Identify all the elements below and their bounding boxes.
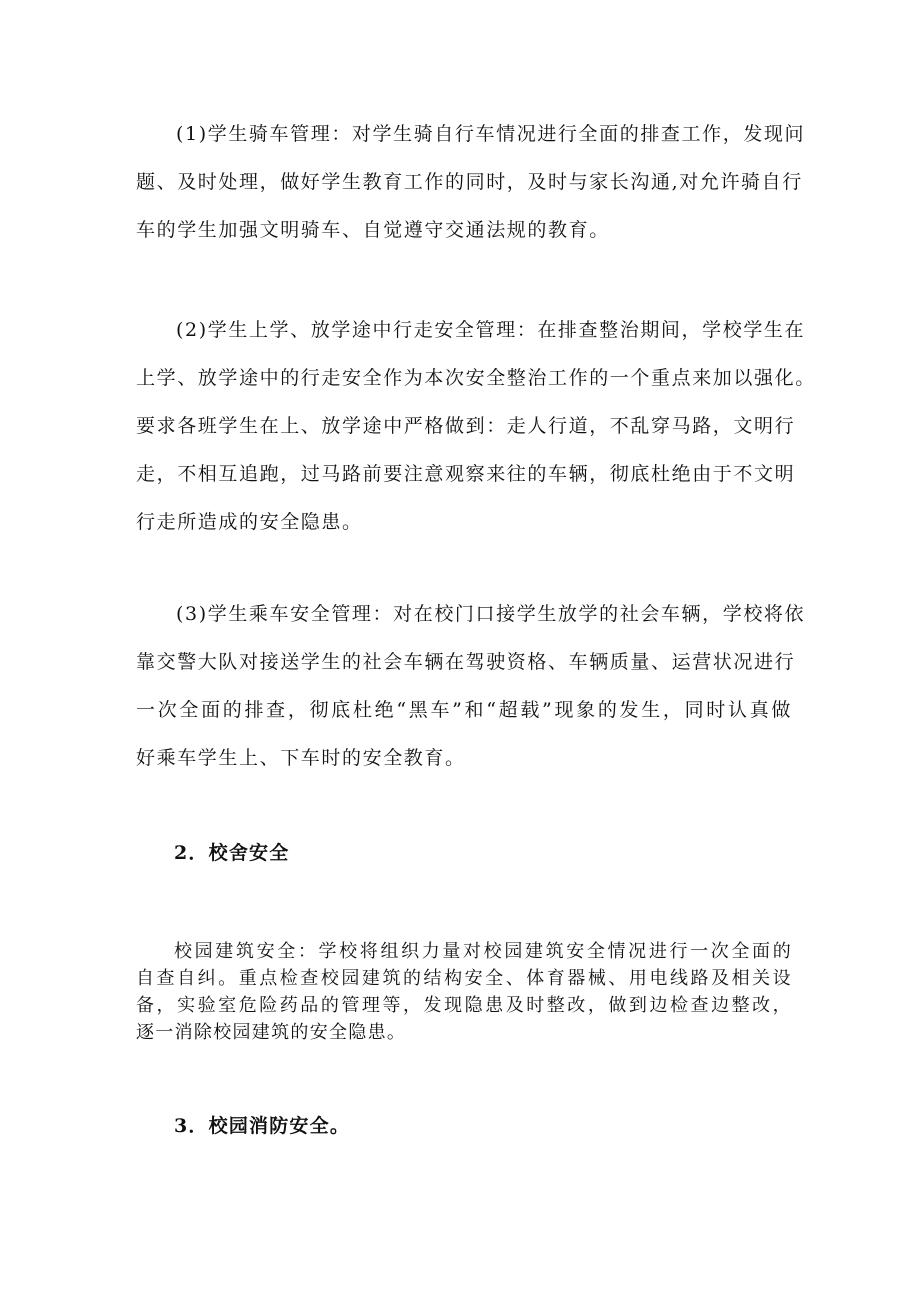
paragraph-building-safety [136,938,792,1046]
section-heading-fire-safety: 3．校园消防安全。 [174,1115,351,1137]
text-line: 要求各班学生在上、放学途中严格做到：走人行道，不乱穿马路，文明行 [136,415,796,437]
section-heading-school-buildings: 2．校舍安全 [174,842,290,864]
paragraph-riding-safety [136,590,806,782]
text-line: (1)学生骑车管理：对学生骑自行车情况进行全面的排查工作，发现问 [176,123,806,145]
text-line: 备，实验室危险药品的管理等，发现隐患及时整改，做到边检查边整改， [136,995,792,1016]
text-line: 校园建筑安全：学校将组织力量对校园建筑安全情况进行一次全面的 [174,941,792,962]
text-line: 走，不相互追跑，过马路前要注意观察来往的车辆，彻底杜绝由于不文明 [136,463,796,485]
text-line: (3)学生乘车安全管理：对在校门口接学生放学的社会车辆，学校将依 [176,603,806,625]
text-line: 一次全面的排查，彻底杜绝“黑车”和“超载”现象的发生，同时认真做 [136,699,792,721]
text-line: 题、及时处理，做好学生教育工作的同时，及时与家长沟通,对允许骑自行 [136,171,803,193]
text-line: 靠交警大队对接送学生的社会车辆在驾驶资格、车辆质量、运营状况进行 [136,651,796,673]
paragraph-student-cycling [136,110,806,254]
text-line: 好乘车学生上、下车时的安全教育。 [136,747,466,769]
text-line: 自查自纠。重点检查校园建筑的结构安全、体育器械、用电线路及相关设 [136,968,792,989]
text-line: 车的学生加强文明骑车、自觉遵守交通法规的教育。 [136,219,610,241]
text-line: 上学、放学途中的行走安全作为本次安全整治工作的一个重点来加以强化。 [136,367,816,389]
text-line: 逐一消除校园建筑的安全隐患。 [136,1022,407,1043]
paragraph-walking-safety [136,306,816,546]
text-line: (2)学生上学、放学途中行走安全管理：在排查整治期间，学校学生在 [176,319,806,341]
text-line: 行走所造成的安全隐患。 [136,511,363,533]
